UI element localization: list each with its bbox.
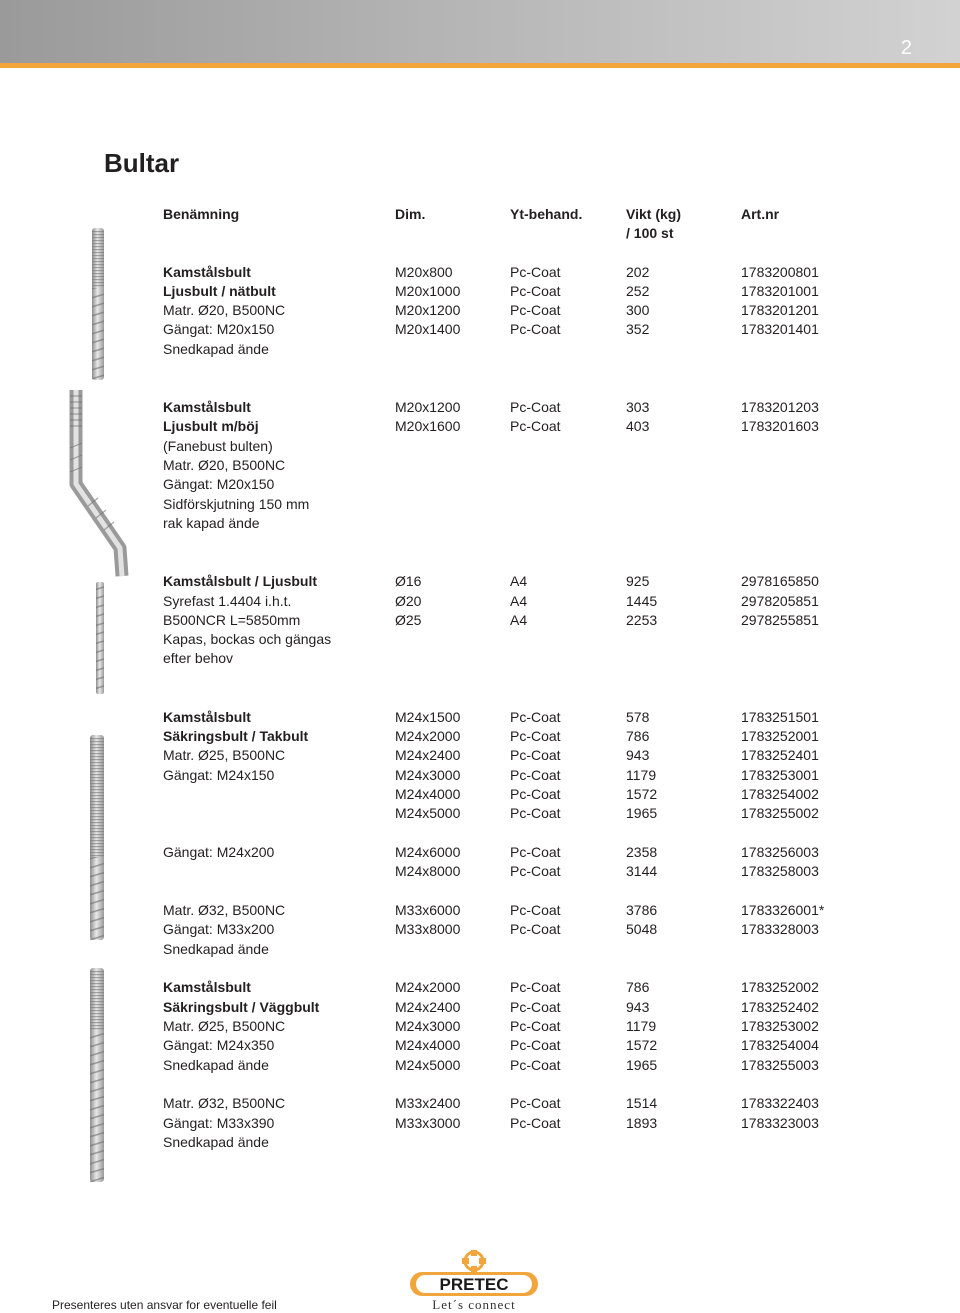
cell-vikt: 252 xyxy=(626,283,650,299)
cell-dim: M24x6000 xyxy=(395,844,461,860)
cell-dim: Ø25 xyxy=(395,612,422,628)
cell-art-nr: 1783201201 xyxy=(741,302,819,318)
cell-benamning: Kamstålsbult xyxy=(163,264,251,280)
table-row xyxy=(0,320,960,339)
cell-benamning: Gängat: M24x350 xyxy=(163,1037,275,1053)
table-row xyxy=(0,456,960,475)
cell-benamning: Matr. Ø32, B500NC xyxy=(163,902,286,918)
cell-art-nr: 1783252001 xyxy=(741,728,819,744)
table-header-row xyxy=(0,224,960,243)
table-header-row xyxy=(0,205,960,224)
cell-vikt: 1514 xyxy=(626,1095,658,1111)
disclaimer: Presenteres uten ansvar for eventuelle feil xyxy=(52,1298,277,1312)
cell-benamning: Gängat: M20x150 xyxy=(163,476,275,492)
cell-benamning: (Fanebust bulten) xyxy=(163,438,273,454)
cell-dim: M33x3000 xyxy=(395,1115,461,1131)
table-row xyxy=(0,495,960,514)
cell-dim: M24x2400 xyxy=(395,747,461,763)
cell-art-nr: 2978165850 xyxy=(741,573,819,589)
cell-vikt: 3786 xyxy=(626,902,658,918)
cell-art-nr: 1783253002 xyxy=(741,1018,819,1034)
cell-dim: Ø20 xyxy=(395,593,422,609)
cell-benamning: Sidförskjutning 150 mm xyxy=(163,496,310,512)
cell-dim: M20x1600 xyxy=(395,418,461,434)
cell-dim: M24x2000 xyxy=(395,979,461,995)
table-row xyxy=(0,746,960,765)
cell-benamning: Matr. Ø25, B500NC xyxy=(163,1018,286,1034)
table-row xyxy=(0,475,960,494)
cell-benamning: Matr. Ø25, B500NC xyxy=(163,747,286,763)
cell-yt-behand: Pc-Coat xyxy=(510,321,561,337)
cell-vikt: 1965 xyxy=(626,805,658,821)
cell-art-nr: 2978255851 xyxy=(741,612,819,628)
cell-yt-behand: Pc-Coat xyxy=(510,728,561,744)
cell-yt-behand: A4 xyxy=(510,612,528,628)
cell-art-nr: 1783201001 xyxy=(741,283,819,299)
cell-benamning: Snedkapad ände xyxy=(163,1057,269,1073)
cell-dim: M33x2400 xyxy=(395,1095,461,1111)
table-row xyxy=(0,862,960,881)
table-row xyxy=(0,417,960,436)
cell-art-nr: Art.nr xyxy=(741,206,780,222)
cell-vikt: 3144 xyxy=(626,863,658,879)
logo-tagline: Let´s connect xyxy=(432,1297,516,1312)
cell-art-nr: 1783252402 xyxy=(741,999,819,1015)
table-row xyxy=(0,766,960,785)
table-row xyxy=(0,940,960,959)
cell-vikt: 1179 xyxy=(626,767,657,783)
cell-yt-behand: Pc-Coat xyxy=(510,399,561,415)
cell-vikt: 786 xyxy=(626,979,650,995)
cell-benamning: efter behov xyxy=(163,650,234,666)
cell-vikt: Vikt (kg) xyxy=(626,206,681,222)
table-row xyxy=(0,437,960,456)
cell-dim: M24x8000 xyxy=(395,863,461,879)
cell-yt-behand: Pc-Coat xyxy=(510,418,561,434)
cell-vikt: 303 xyxy=(626,399,650,415)
table-row xyxy=(0,572,960,591)
cell-yt-behand: Pc-Coat xyxy=(510,921,561,937)
cell-yt-behand: Pc-Coat xyxy=(510,1018,561,1034)
table-row xyxy=(0,708,960,727)
cell-yt-behand: Pc-Coat xyxy=(510,302,561,318)
cell-vikt: 1572 xyxy=(626,1037,658,1053)
cell-vikt: 943 xyxy=(626,999,650,1015)
cell-benamning: Matr. Ø20, B500NC xyxy=(163,457,286,473)
cell-art-nr: 1783251501 xyxy=(741,709,819,725)
table-row xyxy=(0,1036,960,1055)
cell-benamning: Syrefast 1.4404 i.h.t. xyxy=(163,593,292,609)
cell-vikt: / 100 st xyxy=(626,225,674,241)
table-row xyxy=(0,785,960,804)
cell-vikt: 1893 xyxy=(626,1115,658,1131)
table-row xyxy=(0,340,960,359)
cell-benamning: Kamstålsbult / Ljusbult xyxy=(163,573,318,589)
cell-dim: M24x2400 xyxy=(395,999,461,1015)
cell-benamning: Gängat: M33x200 xyxy=(163,921,275,937)
cell-dim: M24x5000 xyxy=(395,1057,461,1073)
cell-benamning: Benämning xyxy=(163,206,240,222)
cell-yt-behand: Pc-Coat xyxy=(510,999,561,1015)
cell-vikt: 1445 xyxy=(626,593,658,609)
table-row xyxy=(0,1017,960,1036)
cell-benamning: Kapas, bockas och gängas xyxy=(163,631,332,647)
cell-vikt: 1179 xyxy=(626,1018,657,1034)
table-row xyxy=(0,514,960,533)
cell-benamning: Snedkapad ände xyxy=(163,1134,269,1150)
cell-art-nr: 1783255003 xyxy=(741,1057,819,1073)
cell-art-nr: 1783322403 xyxy=(741,1095,819,1111)
table-row xyxy=(0,978,960,997)
cell-dim: M20x1000 xyxy=(395,283,461,299)
cell-dim: M24x4000 xyxy=(395,1037,461,1053)
cell-vikt: 925 xyxy=(626,573,650,589)
cell-benamning: Ljusbult m/böj xyxy=(163,418,259,434)
cell-vikt: 786 xyxy=(626,728,650,744)
table-row xyxy=(0,901,960,920)
cell-dim: Ø16 xyxy=(395,573,422,589)
cell-yt-behand: Pc-Coat xyxy=(510,863,561,879)
cell-dim: M33x6000 xyxy=(395,902,461,918)
table-row xyxy=(0,592,960,611)
cell-benamning: Kamstålsbult xyxy=(163,979,251,995)
cell-vikt: 403 xyxy=(626,418,650,434)
page-number: 2 xyxy=(900,37,912,59)
cell-vikt: 202 xyxy=(626,264,650,280)
cell-yt-behand: Pc-Coat xyxy=(510,902,561,918)
cell-yt-behand: Pc-Coat xyxy=(510,1037,561,1053)
cell-art-nr: 1783323003 xyxy=(741,1115,819,1131)
cell-yt-behand: Yt-behand. xyxy=(510,206,583,222)
header-bar xyxy=(0,0,960,63)
cell-benamning: Snedkapad ände xyxy=(163,941,269,957)
cell-benamning: Matr. Ø32, B500NC xyxy=(163,1095,286,1111)
cell-dim: M24x2000 xyxy=(395,728,461,744)
table-row xyxy=(0,1114,960,1133)
table-row xyxy=(0,301,960,320)
cell-dim: M20x1200 xyxy=(395,302,461,318)
cell-art-nr: 1783254002 xyxy=(741,786,819,802)
table-row xyxy=(0,611,960,630)
cell-art-nr: 1783328003 xyxy=(741,921,819,937)
table-row xyxy=(0,398,960,417)
cell-yt-behand: Pc-Coat xyxy=(510,767,561,783)
cell-benamning: Gängat: M24x200 xyxy=(163,844,275,860)
cell-vikt: 1572 xyxy=(626,786,658,802)
cell-art-nr: 1783255002 xyxy=(741,805,819,821)
cell-vikt: 1965 xyxy=(626,1057,658,1073)
cell-art-nr: 1783252401 xyxy=(741,747,819,763)
table-row xyxy=(0,630,960,649)
cell-yt-behand: A4 xyxy=(510,593,528,609)
table-row xyxy=(0,727,960,746)
cell-art-nr: 1783254004 xyxy=(741,1037,819,1053)
cell-yt-behand: Pc-Coat xyxy=(510,1095,561,1111)
cell-dim: M20x1200 xyxy=(395,399,461,415)
cell-yt-behand: Pc-Coat xyxy=(510,264,561,280)
cell-dim: M24x3000 xyxy=(395,1018,461,1034)
table-row xyxy=(0,1133,960,1152)
table-row xyxy=(0,998,960,1017)
cell-yt-behand: Pc-Coat xyxy=(510,283,561,299)
cell-benamning: Gängat: M33x390 xyxy=(163,1115,275,1131)
cell-art-nr: 1783201203 xyxy=(741,399,819,415)
cell-yt-behand: Pc-Coat xyxy=(510,709,561,725)
cell-yt-behand: Pc-Coat xyxy=(510,1115,561,1131)
cell-benamning: Matr. Ø20, B500NC xyxy=(163,302,286,318)
cell-vikt: 943 xyxy=(626,747,650,763)
table-row xyxy=(0,804,960,823)
svg-text:PRETEC: PRETEC xyxy=(439,1275,509,1294)
cell-vikt: 5048 xyxy=(626,921,658,937)
cell-vikt: 352 xyxy=(626,321,650,337)
cell-dim: M20x800 xyxy=(395,264,453,280)
cell-art-nr: 1783256003 xyxy=(741,844,819,860)
cell-benamning: Kamstålsbult xyxy=(163,709,251,725)
cell-benamning: Gängat: M20x150 xyxy=(163,321,275,337)
cell-yt-behand: Pc-Coat xyxy=(510,1057,561,1073)
cell-dim: M24x3000 xyxy=(395,767,461,783)
cell-dim: M24x5000 xyxy=(395,805,461,821)
cell-yt-behand: A4 xyxy=(510,573,528,589)
cell-vikt: 2253 xyxy=(626,612,658,628)
cell-yt-behand: Pc-Coat xyxy=(510,747,561,763)
cell-benamning: rak kapad ände xyxy=(163,515,260,531)
cell-art-nr: 1783201603 xyxy=(741,418,819,434)
table-row xyxy=(0,649,960,668)
cell-dim: M20x1400 xyxy=(395,321,461,337)
cell-art-nr: 1783200801 xyxy=(741,264,819,280)
table-row xyxy=(0,263,960,282)
cell-benamning: Snedkapad ände xyxy=(163,341,269,357)
cell-vikt: 578 xyxy=(626,709,650,725)
cell-art-nr: 1783252002 xyxy=(741,979,819,995)
cell-benamning: B500NCR L=5850mm xyxy=(163,612,301,628)
cell-dim: Dim. xyxy=(395,206,426,222)
cell-art-nr: 2978205851 xyxy=(741,593,819,609)
cell-benamning: Säkringsbult / Väggbult xyxy=(163,999,320,1015)
cell-yt-behand: Pc-Coat xyxy=(510,844,561,860)
table-row xyxy=(0,282,960,301)
cell-yt-behand: Pc-Coat xyxy=(510,979,561,995)
cell-art-nr: 1783258003 xyxy=(741,863,819,879)
cell-dim: M33x8000 xyxy=(395,921,461,937)
table-row xyxy=(0,843,960,862)
page-title: Bultar xyxy=(104,148,180,178)
table-row xyxy=(0,920,960,939)
cell-art-nr: 1783253001 xyxy=(741,767,819,783)
cell-dim: M24x1500 xyxy=(395,709,461,725)
cell-benamning: Gängat: M24x150 xyxy=(163,767,275,783)
cell-art-nr: 1783201401 xyxy=(741,321,819,337)
table-row xyxy=(0,1094,960,1113)
cell-benamning: Ljusbult / nätbult xyxy=(163,283,276,299)
cell-dim: M24x4000 xyxy=(395,786,461,802)
cell-art-nr: 1783326001* xyxy=(741,902,825,918)
table-row xyxy=(0,1056,960,1075)
cell-vikt: 300 xyxy=(626,302,650,318)
cell-vikt: 2358 xyxy=(626,844,658,860)
cell-yt-behand: Pc-Coat xyxy=(510,786,561,802)
cell-benamning: Säkringsbult / Takbult xyxy=(163,728,309,744)
cell-benamning: Kamstålsbult xyxy=(163,399,251,415)
cell-yt-behand: Pc-Coat xyxy=(510,805,561,821)
